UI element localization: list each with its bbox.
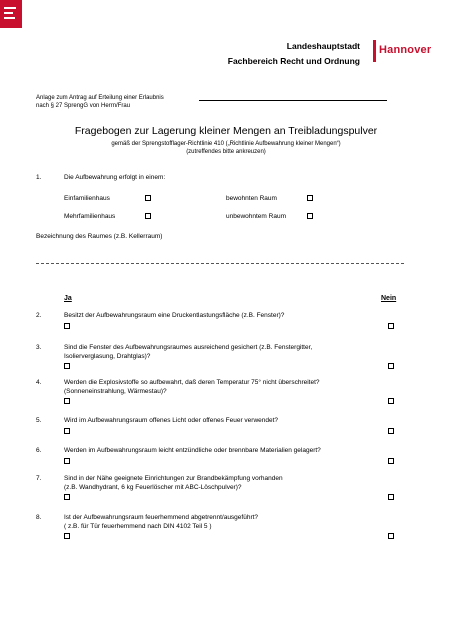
answer-yes-checkbox[interactable]	[64, 323, 70, 329]
room-label: Bezeichnung des Raumes (z.B. Kellerraum)	[36, 233, 163, 240]
question-number: 5.	[36, 417, 42, 424]
city-logo	[373, 40, 431, 62]
form-subtitle: gemäß der Sprengstofflager-Richtlinie 410 („Richtlinie Aufbewahrung kleiner Mengen“)	[111, 141, 341, 147]
answer-yes-checkbox[interactable]	[64, 533, 70, 539]
question-number: 8.	[36, 514, 42, 521]
option-checkbox[interactable]	[307, 213, 313, 219]
applicant-name-field[interactable]	[199, 100, 387, 101]
question-text: Werden die Explosivstoffe so aufbewahrt, daß deren Temperatur 75° nicht überschreitet?	[64, 379, 320, 386]
question-number: 6.	[36, 447, 42, 454]
logo-stripe	[4, 17, 15, 19]
question-text: Sind die Fenster des Aufbewahrungsraumes ausreichend gesichert (z.B. Fenstergitter,	[64, 344, 313, 351]
question-text: Isolierverglasung, Drahtglas)?	[64, 352, 151, 360]
form-instruction: (zutreffendes bitte ankreuzen)	[186, 149, 266, 155]
column-header-yes: Ja	[64, 295, 72, 302]
answer-no-checkbox[interactable]	[388, 428, 394, 434]
org-name: Landeshauptstadt	[286, 41, 360, 51]
answer-yes-checkbox[interactable]	[64, 494, 70, 500]
answer-yes-checkbox[interactable]	[64, 428, 70, 434]
answer-no-checkbox[interactable]	[388, 398, 394, 404]
question-text: Sind in der Nähe geeignete Einrichtungen zur Brandbekämpfung vorhanden	[64, 475, 283, 482]
question-number: 7.	[36, 475, 42, 482]
option-label: Mehrfamilienhaus	[64, 213, 116, 220]
intro-line-1: Anlage zum Antrag auf Erteilung einer Erlaubnis	[36, 95, 164, 101]
answer-no-checkbox[interactable]	[388, 458, 394, 464]
question-text: Die Aufbewahrung erfolgt in einem:	[64, 174, 166, 181]
option-checkbox[interactable]	[307, 195, 313, 201]
question-text: Ist der Aufbewahrungsraum feuerhemmend abgetrennt/ausgeführt?	[64, 514, 259, 521]
department-name: Fachbereich Recht und Ordnung	[227, 56, 360, 66]
column-header-no: Nein	[381, 295, 397, 302]
answer-no-checkbox[interactable]	[388, 533, 394, 539]
room-name-field[interactable]	[36, 263, 404, 264]
option-label: bewohnten Raum	[226, 195, 277, 202]
answer-yes-checkbox[interactable]	[64, 458, 70, 464]
question-text: ( z.B. für Tür feuerhemmend nach DIN 4102 Teil 5 )	[64, 522, 212, 530]
intro-line-2: nach § 27 SprengG von Herrn/Frau	[36, 103, 131, 109]
question-number: 4.	[36, 379, 42, 386]
answer-yes-checkbox[interactable]	[64, 398, 70, 404]
answer-yes-checkbox[interactable]	[64, 363, 70, 369]
question-text: (Sonneneinstrahlung, Wärmestau)?	[64, 387, 167, 395]
option-label: unbewohntem Raum	[226, 213, 286, 220]
question-number: 1.	[36, 174, 42, 181]
city-logo-text: Hannover	[379, 44, 432, 56]
logo-stripe	[4, 7, 16, 9]
logo-stripe	[4, 12, 13, 14]
question-number: 3.	[36, 344, 42, 351]
option-label: Einfamilienhaus	[64, 195, 110, 202]
corner-logo	[0, 0, 22, 28]
option-checkbox[interactable]	[145, 195, 151, 201]
option-checkbox[interactable]	[145, 213, 151, 219]
answer-no-checkbox[interactable]	[388, 494, 394, 500]
question-text: Werden im Aufbewahrungsraum leicht entzündliche oder brennbare Materialien gelagert?	[64, 447, 321, 454]
question-text: (z.B. Wandhydrant, 6 kg Feuerlöscher mit ABC-Löschpulver)?	[64, 483, 242, 491]
form-title: Fragebogen zur Lagerung kleiner Mengen an Treibladungspulver	[74, 125, 378, 137]
answer-no-checkbox[interactable]	[388, 363, 394, 369]
answer-no-checkbox[interactable]	[388, 323, 394, 329]
question-text: Wird im Aufbewahrungsraum offenes Licht oder offenes Feuer verwendet?	[64, 417, 279, 424]
question-number: 2.	[36, 312, 42, 319]
city-logo-bar	[373, 40, 376, 62]
question-text: Besitzt der Aufbewahrungsraum eine Druckentlastungsfläche (z.B. Fenster)?	[64, 312, 285, 319]
